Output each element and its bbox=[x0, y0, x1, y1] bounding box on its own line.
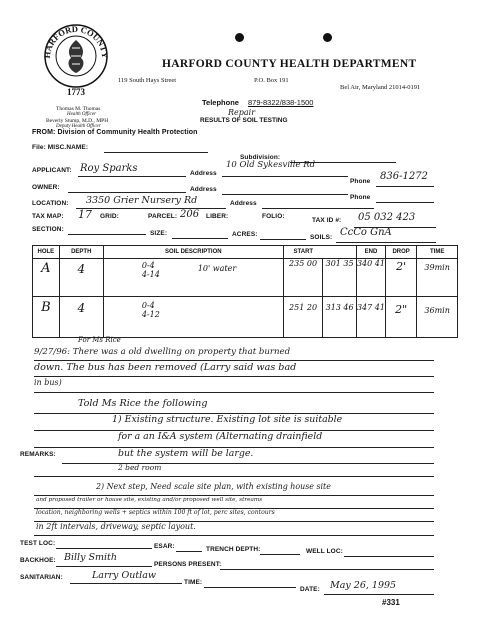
note-line-8: 2 bed room bbox=[118, 463, 162, 472]
county-seal bbox=[36, 18, 116, 98]
col-time: TIME bbox=[417, 246, 458, 259]
punch-hole-right bbox=[323, 33, 332, 42]
soils-label: SOILS: bbox=[310, 234, 333, 241]
row-desc-2: 4-12 bbox=[141, 310, 160, 319]
col-depth: DEPTH bbox=[59, 246, 103, 259]
taxmap-label: TAX MAP: bbox=[32, 213, 64, 220]
col-desc: SOIL DESCRIPTION bbox=[103, 246, 283, 259]
table-row bbox=[33, 297, 458, 338]
sanitarian-value: Larry Outlaw bbox=[92, 570, 156, 581]
row-note: 10' water bbox=[197, 264, 237, 273]
grid-label: GRID: bbox=[100, 213, 119, 220]
seal-top-text: HARFORD COUNTY bbox=[41, 23, 111, 59]
taxmap-value: 17 bbox=[78, 208, 92, 221]
owner-address-label: Address bbox=[190, 186, 217, 193]
punch-hole-left bbox=[235, 33, 244, 42]
row-desc-1: 0-4 bbox=[141, 261, 155, 270]
note-line-12: in 2ft intervals, driveway, septic layout. bbox=[36, 522, 196, 531]
acres-label: ACRES: bbox=[232, 231, 258, 238]
note-line-11: location, neighboring wells + septics within 100 ft of lot, perc sites, contours bbox=[36, 509, 275, 516]
row-hole: B bbox=[33, 297, 60, 338]
row-hole: A bbox=[33, 259, 60, 297]
size-label: SIZE: bbox=[150, 230, 168, 237]
trench-label: TRENCH DEPTH: bbox=[206, 546, 261, 553]
time-label: TIME: bbox=[184, 579, 203, 586]
row-desc bbox=[103, 259, 283, 297]
remarks-label: REMARKS: bbox=[20, 451, 56, 458]
row-mid: 301 35 bbox=[323, 259, 357, 297]
row-depth: 4 bbox=[59, 259, 103, 297]
row-time: 36min bbox=[417, 297, 458, 338]
applicant-value: Roy Sparks bbox=[80, 163, 138, 174]
folio-label: FOLIO: bbox=[262, 213, 285, 220]
applicant-phone: 836-1272 bbox=[380, 171, 428, 182]
soils-value: CcCo GnA bbox=[340, 227, 392, 238]
taxid-label: TAX ID #: bbox=[312, 217, 342, 224]
applicant-address: 10 Old Sykesville Rd bbox=[226, 160, 316, 170]
note-line-2: down. The bus has been removed (Larry said was bad bbox=[34, 362, 297, 373]
row-drop: 2' bbox=[385, 259, 416, 297]
owner-label: OWNER: bbox=[32, 184, 60, 191]
telephone-value: 879-8322/838-1500 bbox=[248, 98, 314, 107]
row-desc bbox=[103, 297, 283, 338]
row-desc-2: 4-14 bbox=[141, 270, 160, 279]
date-value: May 26, 1995 bbox=[330, 580, 397, 591]
officer2-title: Deputy Health Officer bbox=[56, 124, 101, 129]
row-desc-1: 0-4 bbox=[141, 301, 155, 310]
col-mid bbox=[323, 246, 357, 259]
seal-year: 1773 bbox=[67, 87, 85, 97]
col-end: END bbox=[356, 246, 385, 259]
repair-note: Repair bbox=[228, 108, 256, 117]
page-number: #331 bbox=[382, 598, 400, 607]
col-drop: DROP bbox=[385, 246, 416, 259]
header-city: Bel Air, Maryland 21014-0191 bbox=[340, 84, 421, 91]
taxid-value: 05 032 423 bbox=[358, 212, 416, 223]
note-line-3: in bus) bbox=[34, 378, 62, 387]
col-hole: HOLE bbox=[33, 246, 60, 259]
backhoe-label: BACKHOE: bbox=[20, 557, 56, 564]
row-time: 39min bbox=[417, 259, 458, 297]
wellloc-label: WELL LOC: bbox=[306, 548, 343, 555]
row-drop: 2" bbox=[385, 297, 416, 338]
note-line-0: For Ms Rice bbox=[78, 336, 121, 344]
row-end: 340 41 bbox=[356, 259, 385, 297]
note-line-6: for a an I&A system (Alternating drainfield bbox=[118, 431, 323, 442]
note-line-9: 2) Next step, Need scale site plan, with existing house site bbox=[96, 482, 331, 491]
row-depth: 4 bbox=[59, 297, 103, 338]
location-value: 3350 Grier Nursery Rd bbox=[86, 195, 198, 206]
telephone-label: Telephone bbox=[202, 98, 239, 107]
backhoe-value: Billy Smith bbox=[64, 552, 117, 563]
note-line-5: 1) Existing structure. Existing lot site is suitable bbox=[112, 414, 343, 425]
parcel-value: 206 bbox=[180, 209, 200, 220]
officer2-name: Beverly Stump, M.D., MPH bbox=[46, 118, 109, 124]
applicant-label: APPLICANT: bbox=[32, 167, 72, 174]
note-line-7: but the system will be large. bbox=[118, 448, 254, 459]
parcel-label: PARCEL: bbox=[148, 213, 178, 220]
note-line-10: and proposed trailer or house site, existing and/or proposed well site, streams bbox=[36, 497, 263, 503]
note-line-1: 9/27/96: There was a old dwelling on property that burned bbox=[34, 347, 291, 357]
row-start: 235 00 bbox=[283, 259, 322, 297]
row-mid: 313 46 bbox=[323, 297, 357, 338]
subdivision-label: Subdivision: bbox=[240, 154, 281, 161]
section-label: SECTION: bbox=[32, 226, 64, 233]
esar-label: ESAR: bbox=[154, 543, 175, 550]
location-label: LOCATION: bbox=[32, 200, 69, 207]
soil-test-table bbox=[32, 245, 458, 338]
note-line-4: Told Ms Rice the following bbox=[78, 398, 208, 409]
officer1-name: Thomas M. Thomas bbox=[56, 106, 101, 112]
file-label: File: MISC.NAME: bbox=[32, 144, 89, 151]
date-label: DATE: bbox=[300, 586, 320, 593]
table-row bbox=[33, 259, 458, 297]
officer1-title: Health Officer bbox=[67, 112, 97, 117]
owner-phone-label: Phone bbox=[350, 194, 371, 201]
applicant-address-label: Address bbox=[190, 170, 217, 177]
row-start: 251 20 bbox=[283, 297, 322, 338]
liber-label: LIBER: bbox=[206, 213, 229, 220]
persons-label: PERSONS PRESENT: bbox=[154, 561, 222, 568]
from-line: FROM: Division of Community Health Protection bbox=[32, 129, 198, 136]
header-pobox: P.O. Box 191 bbox=[254, 77, 289, 84]
location-address-label: Address bbox=[230, 200, 257, 207]
form-title: RESULTS OF SOIL TESTING bbox=[200, 117, 288, 124]
row-end: 347 41 bbox=[356, 297, 385, 338]
header-street: 119 South Hays Street bbox=[118, 77, 177, 84]
department-title: HARFORD COUNTY HEALTH DEPARTMENT bbox=[162, 58, 417, 70]
col-start: START bbox=[283, 246, 322, 259]
testloc-label: TEST LOC: bbox=[20, 540, 56, 547]
sanitarian-label: SANITARIAN: bbox=[20, 574, 63, 581]
phone-label: Phone bbox=[350, 178, 371, 185]
